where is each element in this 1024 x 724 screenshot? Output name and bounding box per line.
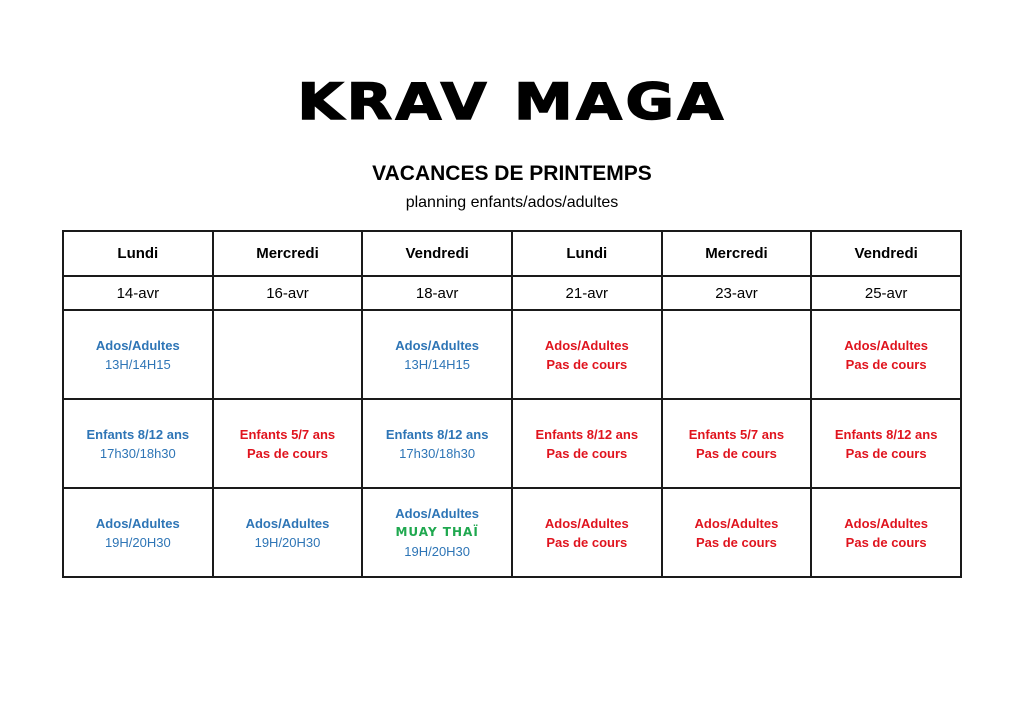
page-tagline: planning enfants/ados/adultes	[405, 194, 619, 211]
page-subtitle: VACANCES DE PRINTEMPS	[372, 162, 652, 185]
session-cancelled-note: Pas de cours	[845, 445, 927, 461]
session-group: Enfants 5/7 ans	[239, 426, 336, 442]
session-discipline: MUAY THAÏ	[395, 525, 479, 539]
session-cancelled-note: Pas de cours	[546, 445, 628, 461]
session-group: Enfants 8/12 ans	[834, 426, 938, 442]
session-time: 19H/20H30	[254, 534, 321, 550]
day-header-row	[63, 231, 961, 276]
session-cell	[811, 310, 961, 399]
date-cell: 21-avr	[512, 276, 662, 310]
session-cell	[512, 310, 662, 399]
session-row	[63, 310, 961, 399]
page-title: KRAV MAGA	[297, 73, 727, 131]
session-cell	[362, 310, 512, 399]
session-group: Ados/Adultes	[245, 515, 330, 531]
session-time: 19H/20H30	[104, 534, 171, 550]
date-cell: 18-avr	[362, 276, 512, 310]
session-cancelled-note: Pas de cours	[247, 445, 328, 461]
session-cell	[662, 310, 812, 399]
session-group: Enfants 5/7 ans	[688, 426, 785, 442]
session-time: 13H/14H15	[104, 356, 171, 372]
session-row	[63, 399, 961, 488]
session-cell	[662, 488, 812, 577]
session-group: Enfants 8/12 ans	[86, 426, 190, 442]
session-cancelled-note: Pas de cours	[695, 445, 777, 461]
session-group: Ados/Adultes	[844, 515, 929, 531]
session-time: 13H/14H15	[404, 356, 471, 372]
session-group: Ados/Adultes	[544, 337, 629, 353]
session-cell	[63, 399, 213, 488]
session-cell	[213, 488, 363, 577]
session-cell	[63, 488, 213, 577]
day-header: Vendredi	[362, 231, 512, 276]
session-cell	[811, 488, 961, 577]
session-group: Ados/Adultes	[694, 515, 779, 531]
session-cell	[213, 310, 363, 399]
day-header: Vendredi	[811, 231, 961, 276]
session-group: Ados/Adultes	[95, 515, 180, 531]
session-cell	[662, 399, 812, 488]
session-cell	[362, 488, 512, 577]
session-group: Enfants 8/12 ans	[385, 426, 489, 442]
session-cancelled-note: Pas de cours	[695, 534, 777, 550]
session-cell	[512, 488, 662, 577]
session-group: Ados/Adultes	[395, 337, 480, 353]
session-group: Ados/Adultes	[95, 337, 180, 353]
session-time: 17h30/18h30	[399, 445, 476, 461]
session-group: Ados/Adultes	[544, 515, 629, 531]
day-header: Mercredi	[662, 231, 812, 276]
session-time: 17h30/18h30	[99, 445, 176, 461]
session-cancelled-note: Pas de cours	[546, 534, 628, 550]
day-header: Lundi	[63, 231, 213, 276]
session-cancelled-note: Pas de cours	[546, 356, 628, 372]
date-row	[63, 276, 961, 310]
session-cancelled-note: Pas de cours	[845, 356, 927, 372]
date-cell: 25-avr	[811, 276, 961, 310]
day-header: Lundi	[512, 231, 662, 276]
date-cell: 23-avr	[662, 276, 812, 310]
session-group: Ados/Adultes	[844, 337, 929, 353]
session-cell	[63, 310, 213, 399]
session-cell	[811, 399, 961, 488]
session-cancelled-note: Pas de cours	[845, 534, 927, 550]
date-cell: 14-avr	[63, 276, 213, 310]
day-header: Mercredi	[213, 231, 363, 276]
schedule-table	[62, 230, 962, 578]
session-time: 19H/20H30	[404, 544, 471, 559]
session-cell	[213, 399, 363, 488]
session-cell	[512, 399, 662, 488]
session-group: Enfants 8/12 ans	[535, 426, 639, 442]
session-cell	[362, 399, 512, 488]
date-cell: 16-avr	[213, 276, 363, 310]
session-group: Ados/Adultes	[395, 506, 480, 521]
session-row	[63, 488, 961, 577]
